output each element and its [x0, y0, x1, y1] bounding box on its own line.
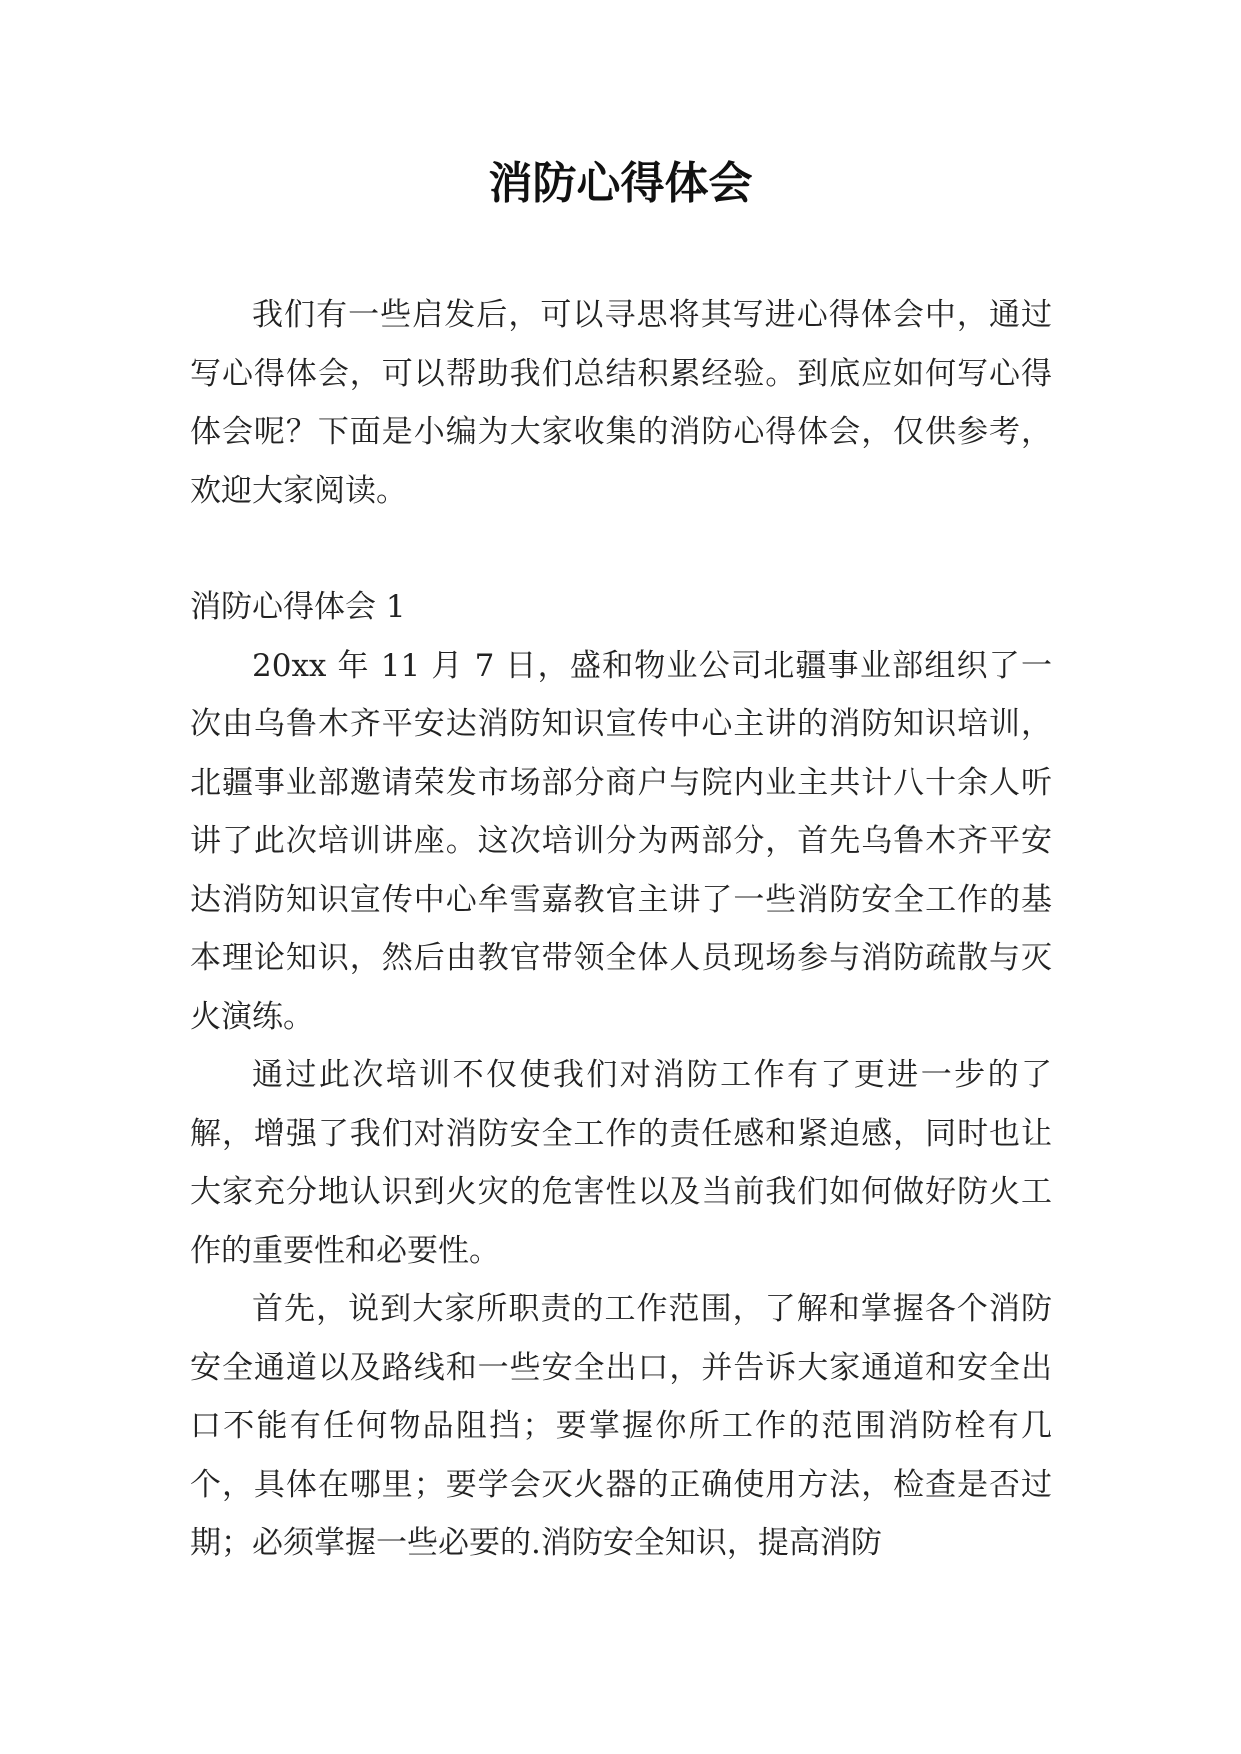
- body-paragraph: 20xx 年 11 月 7 日，盛和物业公司北疆事业部组织了一次由乌鲁木齐平安达消防知识宣传中心主讲的消防知识培训，北疆事业部邀请荣发市场部分商户与院内业主共计八十余人听讲了此次培训讲座。这次培训分为两部分，首先乌鲁木齐平安达消防知识宣传中心牟雪嘉教官主讲了一些消防安全工作的基本理论知识，然后由教官带领全体人员现场参与消防疏散与灭火演练。: [190, 647, 1052, 1035]
- intro-paragraph: 我们有一些启发后，可以寻思将其写进心得体会中，通过写心得体会，可以帮助我们总结积累经验。到底应如何写心得体会呢？下面是小编为大家收集的消防心得体会，仅供参考，欢迎大家阅读。: [190, 297, 1052, 509]
- section-heading: 消防心得体会 1: [190, 589, 406, 625]
- document-body: [190, 286, 1052, 1573]
- document-title: 消防心得体会: [488, 158, 753, 209]
- body-paragraph: 通过此次培训不仅使我们对消防工作有了更进一步的了解，增强了我们对消防安全工作的责任感和紧迫感，同时也让大家充分地认识到火灾的危害性以及当前我们如何做好防火工作的重要性和必要性。: [190, 1057, 1052, 1269]
- body-paragraph: 首先，说到大家所职责的工作范围，了解和掌握各个消防安全通道以及路线和一些安全出口，并告诉大家通道和安全出口不能有任何物品阻挡；要掌握你所工作的范围消防栓有几个，具体在哪里；要学会灭火器的正确使用方法，检查是否过期；必须掌握一些必要的.消防安全知识，提高消防: [190, 1291, 1052, 1561]
